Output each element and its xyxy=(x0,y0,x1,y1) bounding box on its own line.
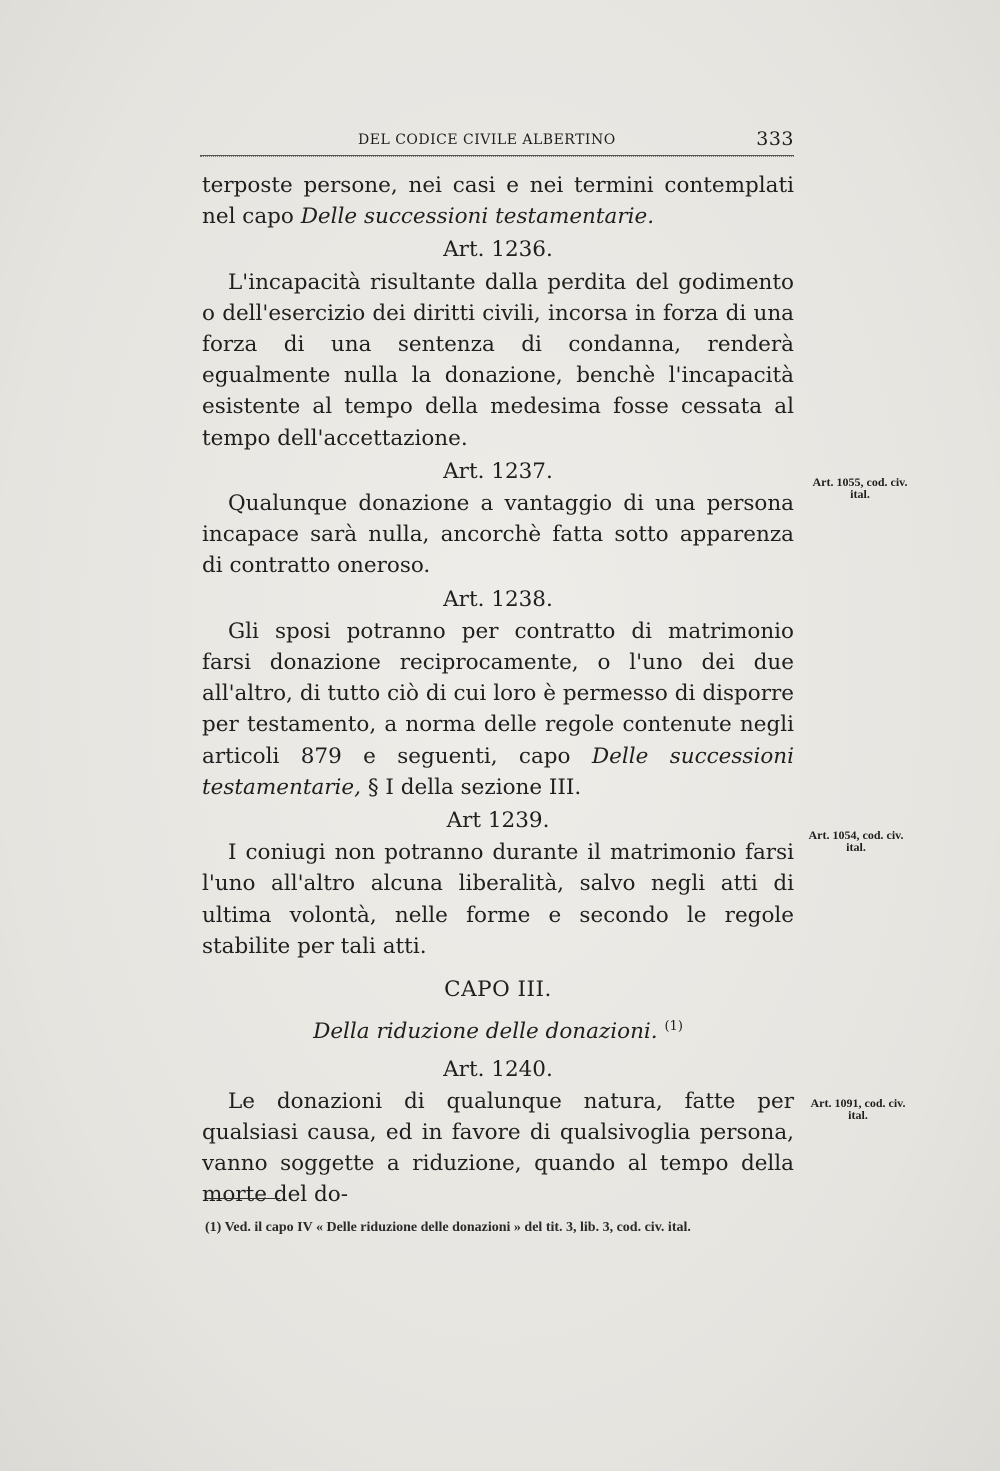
page-number: 333 xyxy=(756,128,794,150)
article-1238-text-a: Gli sposi potranno per contratto di matrimonio farsi donazione reciprocamente, o l'uno dei due all'altro, di tutto ciò di cui loro è permesso di disporre per testamento, a norma delle regole contenute negli articoli 879 e seguenti, capo xyxy=(202,618,794,769)
article-1236-text: L'incapacità risultante dalla perdita del godimento o dell'esercizio dei diritti civili, incorsa in forza di una forza di una sentenza di condanna, renderà egualmente nulla la donazione, benchè l'incapacità esistente al tempo della medesima fosse cessata al tempo dell'accettazione. xyxy=(202,269,794,451)
article-1239-text: I coniugi non potranno durante il matrimonio farsi l'uno all'altro alcuna liberalità, salvo negli atti di ultima volontà, nelle forme e secondo le regole stabilite per tali atti. xyxy=(202,840,794,959)
footnote-rule xyxy=(206,1198,280,1199)
article-heading-1240: Art. 1240. xyxy=(443,1056,553,1082)
article-heading-1236: Art. 1236. xyxy=(443,237,553,263)
margin-note-3: Art. 1091, cod. civ. ital. xyxy=(810,1096,906,1122)
chapter-subtitle xyxy=(202,1011,794,1047)
article-1238-text-b: § I della sezione III. xyxy=(360,774,582,800)
chapter-heading: CAPO III. xyxy=(444,977,552,1003)
margin-note-2: Art. 1054, cod. civ. ital. xyxy=(808,828,904,854)
italic-title: Delle successioni testamentarie. xyxy=(300,204,655,230)
main-text xyxy=(202,170,794,1211)
running-title: DEL CODICE CIVILE ALBERTINO xyxy=(358,132,616,148)
article-1240-text: Le donazioni di qualunque natura, fatte per qualsiasi causa, ed in favore di qualsivoglia persona, vanno soggette a riduzione, quando al tempo della morte del do- xyxy=(202,1088,794,1208)
chapter-subtitle-text: Della riduzione delle donazioni. xyxy=(313,1019,658,1045)
footnote-ref: (1) xyxy=(664,1019,683,1035)
article-heading-1238: Art. 1238. xyxy=(443,586,553,612)
article-1238-italic: Delle successioni testamentarie, xyxy=(202,743,794,800)
header-rule xyxy=(200,155,794,157)
running-header xyxy=(200,128,794,154)
article-1238-text xyxy=(202,616,794,803)
margin-note-1: Art. 1055, cod. civ. ital. xyxy=(812,475,908,501)
footnote: (1) Ved. il capo IV « Delle riduzione delle donazioni » del tit. 3, lib. 3, cod. civ. ital. xyxy=(205,1220,691,1235)
paragraph-continuation xyxy=(202,170,794,232)
paragraph-text: terposte persone, nei casi e nei termini contemplati nel capo xyxy=(202,173,794,230)
article-heading-1237: Art. 1237. xyxy=(443,458,553,484)
article-heading-1239: Art 1239. xyxy=(446,808,550,834)
article-1237-text: Qualunque donazione a vantaggio di una persona incapace sarà nulla, ancorchè fatta sotto apparenza di contratto oneroso. xyxy=(202,491,794,579)
